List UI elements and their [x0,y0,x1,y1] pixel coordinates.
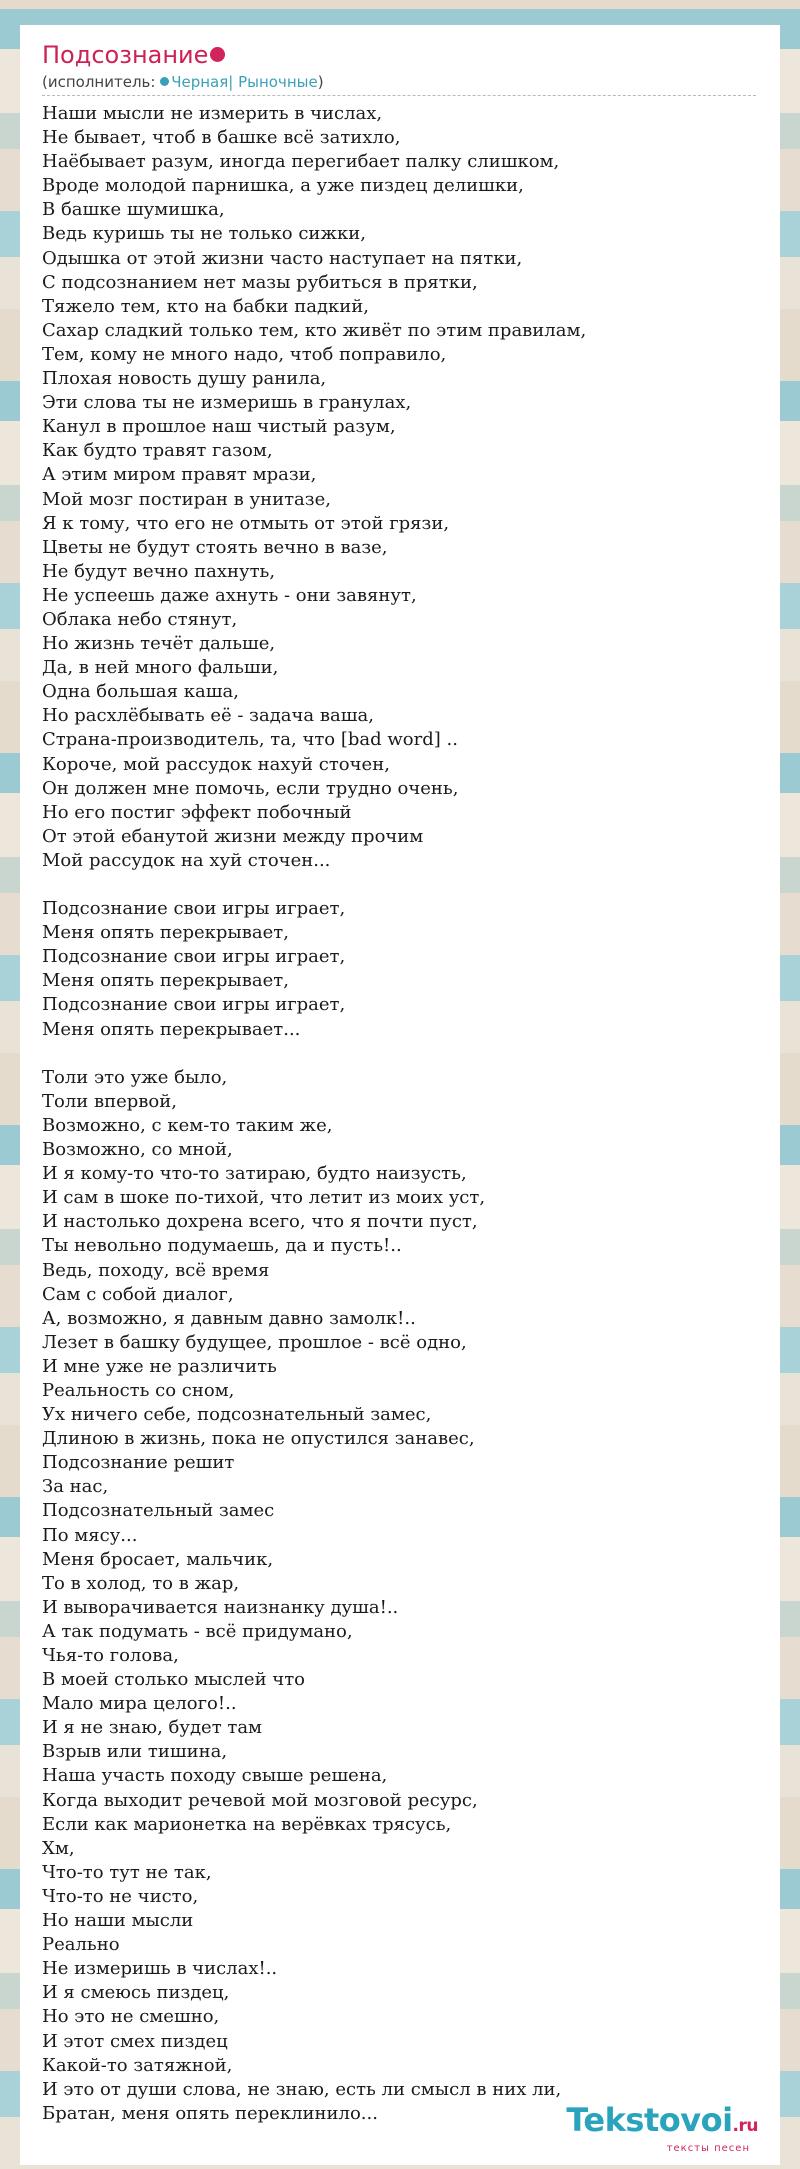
logo-wordmark [566,2103,758,2143]
lyric-line: Хм, [42,1837,75,1859]
lyrics-card [20,25,780,2165]
lyric-line: Меня опять перекрывает, [42,970,289,992]
lyric-line: По мясу... [42,1524,138,1546]
lyric-line: Возможно, со мной, [42,1139,233,1161]
lyric-line: Не бывает, чтоб в башке всё затихло, [42,127,401,149]
lyric-line: Наша участь походу свыше решена, [42,1765,388,1787]
lyric-line: Облака небо стянут, [42,608,238,630]
lyric-blank-line [42,873,762,897]
lyric-line: Тяжело тем, кто на бабки падкий, [42,295,369,317]
lyric-line: Он должен мне помочь, если трудно очень, [42,777,459,799]
artist-dot-icon [160,77,169,86]
lyric-line: Плохая новость душу ранила, [42,368,327,390]
lyric-line: И настолько дохрена всего, что я почти пуст, [42,1211,478,1233]
dashed-divider [42,95,756,96]
lyric-line: И выворачивается наизнанку душа!.. [42,1596,399,1618]
lyric-line: Чья-то голова, [42,1645,179,1666]
lyric-line: Ведь, походу, всё время [42,1259,270,1281]
lyric-line: И этот смех пиздец [42,2030,228,2052]
lyric-line: Возможно, с кем-то таким же, [42,1114,333,1136]
lyric-line: Страна-производитель, та, что [bad word] .. [42,729,458,751]
lyric-line: Канул в прошлое наш чистый разум, [42,416,396,438]
lyric-line: Тем, кому не много надо, чтоб поправило, [42,343,447,365]
lyric-line: Эти слова ты не измеришь в гранулах, [42,392,412,414]
lyric-line: И мне уже не различить [42,1355,277,1377]
lyric-line: То в холод, то в жар, [42,1572,240,1594]
lyric-line: От этой ебанутой жизни между прочим [42,825,424,847]
lyric-line: Меня опять перекрывает, [42,922,289,944]
lyric-line: Но жизнь течёт дальше, [42,633,276,655]
lyric-line: Но его постиг эффект побочный [42,801,352,823]
lyric-line: Что-то тут не так, [42,1861,212,1883]
artist-suffix: ) [317,73,324,91]
lyric-line: Что-то не чисто, [42,1885,199,1907]
lyric-line: Взрыв или тишина, [42,1741,228,1763]
lyric-line: И сам в шоке по-тихой, что летит из моих уст, [42,1187,486,1209]
lyric-line: Да, в ней много фальши, [42,657,279,679]
lyric-line: Мой мозг постиран в унитазе, [42,488,331,510]
lyric-line: Реально [42,1934,120,1956]
lyric-line: Короче, мой рассудок нахуй сточен, [42,753,390,775]
lyric-line: Ты невольно подумаешь, да и пусть!.. [42,1235,402,1257]
lyric-line: Мой рассудок на хуй сточен... [42,849,331,871]
lyric-line: Цветы не будут стоять вечно в вазе, [42,536,388,558]
lyric-line: С подсознанием нет мазы рубиться в прятки, [42,271,478,293]
lyric-line: Сахар сладкий только тем, кто живёт по этим правилам, [42,319,587,341]
lyric-line: А так подумать - всё придумано, [42,1620,353,1642]
lyric-line: За нас, [42,1476,109,1498]
song-title [42,39,225,71]
lyric-line: Ух ничего себе, подсознательный замес, [42,1404,432,1426]
lyric-line: А, возможно, я давным давно замолк!.. [42,1307,416,1329]
lyric-line: Не будут вечно пахнуть, [42,560,276,582]
lyric-line: И я не знаю, будет там [42,1717,263,1739]
lyric-line: Я к тому, что его не отмыть от этой грязи, [42,512,450,534]
lyric-line: Но расхлёбывать её - задача ваша, [42,705,374,727]
song-title-dot-icon [210,47,225,62]
lyric-line: Вроде молодой парнишка, а уже пиздец делишки, [42,175,524,197]
lyric-line: Лезет в башку будущее, прошлое - всё одно, [42,1331,467,1353]
lyric-line: Длиною в жизнь, пока не опустился занавес, [42,1428,475,1450]
lyric-line: Сам с собой диалог, [42,1283,234,1305]
lyric-line: Подсознание свои игры играет, [42,946,346,968]
logo-tld: .ru [732,2116,758,2136]
lyric-line: Реальность со сном, [42,1379,235,1401]
lyric-line: Если как марионетка на верёвках трясусь, [42,1813,452,1835]
lyric-line: Мало мира целого!.. [42,1693,237,1715]
lyric-line: Подсознание решит [42,1452,235,1474]
artist-link[interactable]: Черная| Рыночные [171,73,318,91]
lyric-line: В башке шумишка, [42,199,225,221]
lyric-line: Не успеешь даже ахнуть - они завянут, [42,584,417,606]
song-title-text: Подсознание [42,41,209,69]
lyric-line: Подсознание свои игры играет, [42,898,346,920]
lyric-line: Меня бросает, мальчик, [42,1548,274,1570]
lyric-line: Но наши мысли [42,1910,194,1932]
lyric-line: Но это не смешно, [42,2006,220,2028]
lyrics-text [42,102,762,2126]
lyric-line: Наши мысли не измерить в числах, [42,103,383,124]
artist-prefix: (исполнитель: [42,73,161,91]
lyric-line: Как будто травят газом, [42,440,273,462]
lyric-line: Одышка от этой жизни часто наступает на пятки, [42,247,523,269]
lyric-line: Подсознание свои игры играет, [42,994,346,1016]
lyric-line: И это от души слова, не знаю, есть ли смысл в них ли, [42,2078,562,2100]
lyric-line: Одна большая каша, [42,681,239,703]
lyric-line: Когда выходит речевой мой мозговой ресурс, [42,1789,478,1811]
lyric-line: Меня опять перекрывает... [42,1018,301,1040]
lyric-line: И я кому-то что-то затираю, будто наизусть, [42,1163,467,1185]
artist-line [42,72,324,92]
logo-main-text: Tekstovoi [566,2101,733,2139]
lyric-line: Подсознательный замес [42,1500,275,1522]
lyric-line: В моей столько мыслей что [42,1669,305,1691]
lyric-line: Не измеришь в числах!.. [42,1958,278,1980]
lyric-line: Наёбывает разум, иногда перегибает палку слишком, [42,151,560,173]
site-logo[interactable] [566,2103,758,2155]
lyric-line: И я смеюсь пиздец, [42,1982,230,2004]
lyric-line: Ведь куришь ты не только сижки, [42,223,366,245]
lyric-line: Толи это уже было, [42,1066,228,1088]
lyric-line: А этим миром правят мрази, [42,464,317,486]
logo-tagline: тексты песен [666,2143,750,2154]
lyric-line: Толи впервой, [42,1090,177,1112]
lyric-line: Братан, меня опять переклинило... [42,2102,378,2124]
lyric-line: Какой-то затяжной, [42,2054,233,2076]
lyric-blank-line [42,1042,762,1066]
